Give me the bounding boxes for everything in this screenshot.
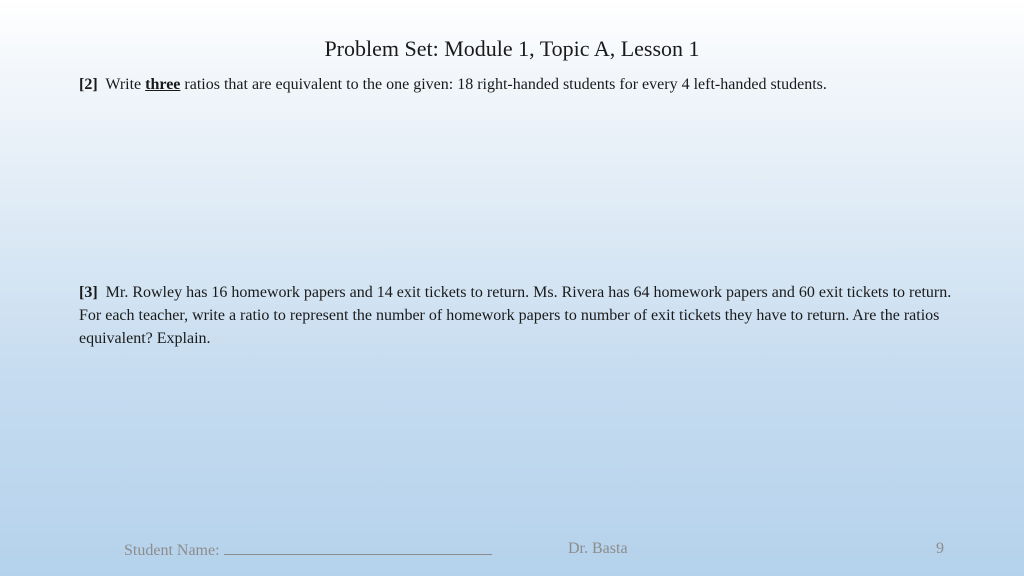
problem-text: Mr. Rowley has 16 homework papers and 14 exit tickets to return. Ms. Rivera has 64 homework papers and 60 exit tickets to return. For each teacher, write a ratio to represent the number of homework papers to number of exit tickets they have to return. Are the ratios equivalent? Explain. <box>79 284 952 347</box>
problem-3 <box>79 281 959 350</box>
student-name-blank[interactable] <box>224 540 492 555</box>
footer-author: Dr. Basta <box>568 540 628 557</box>
page-number: 9 <box>936 540 944 557</box>
problem-number: [3] <box>79 284 98 301</box>
slide-title: Problem Set: Module 1, Topic A, Lesson 1 <box>324 36 700 61</box>
student-name-label: Student Name: <box>124 542 220 559</box>
problem-2 <box>79 73 959 96</box>
problem-text-after: ratios that are equivalent to the one given: 18 right-handed students for every 4 left-handed students. <box>184 76 827 93</box>
problem-text-before: Write <box>105 76 142 93</box>
problem-number: [2] <box>79 76 98 93</box>
student-name-field <box>124 540 492 560</box>
problem-emphasis: three <box>145 76 181 93</box>
